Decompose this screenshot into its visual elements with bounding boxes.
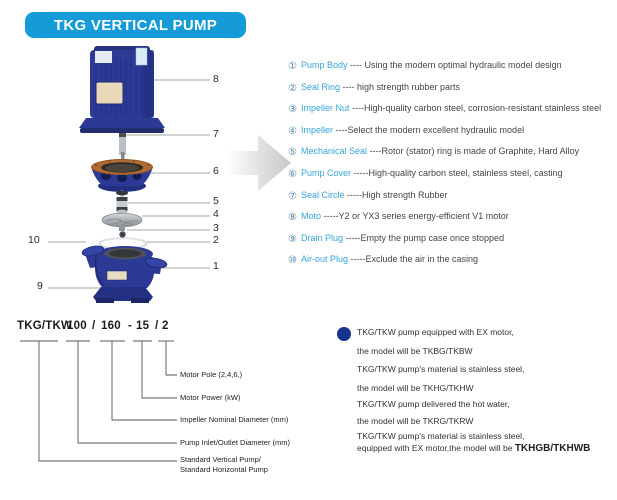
model-separator-slash2: / [155,320,159,332]
legend-motor-pole: Motor Pole (2,4,6,) [180,370,243,379]
legend-motor-power: Motor Power (kW) [180,393,241,402]
part-name: Seal Ring [300,82,340,92]
model-segment-pole: 2 [162,320,169,332]
note-line: TKG/TKW pump equipped with EX motor, [357,327,514,337]
circled-number: ⑥ [288,169,297,180]
model-code-tree [10,336,310,480]
note-line-last [357,443,590,454]
note-line: TKG/TKW pump's material is stainless steel, [357,364,525,374]
list-item [288,233,504,245]
model-separator-dash: - [128,320,133,332]
list-item [288,146,579,158]
part-name: Air-out Plug [300,254,348,264]
callout-1: 1 [213,260,219,272]
list-item [288,168,563,180]
list-item [288,211,509,223]
part-name: Impeller [300,125,333,135]
part-desc: -----High strength Rubber [344,190,448,200]
pump-cover-part [91,159,153,192]
circled-number: ① [288,61,297,72]
callout-6: 6 [213,165,219,177]
part-name: Drain Plug [300,233,343,243]
list-item [288,190,448,202]
legend-standard-horizontal: Standard Horizontal Pump [180,465,268,474]
page-title-banner [25,12,246,38]
circled-number: ⑦ [288,191,297,202]
part-name: Pump Body [300,60,348,70]
note-line: the model will be TKRG/TKRW [357,416,474,426]
part-desc: ----Rotor (stator) ring is made of Graphite, Hard Alloy [367,146,580,156]
legend-impeller-dia: Impeller Nominal Diameter (mm) [180,415,289,424]
pump-exploded-diagram [0,40,300,310]
impeller-nut-part [119,231,125,237]
part-name: Mechanical Seal [300,146,368,156]
part-desc: ----Select the modern excellent hydraulic model [332,125,525,135]
circled-number: ③ [288,104,297,115]
model-segment-power: 15 [136,320,150,332]
callout-2: 2 [213,234,219,246]
part-desc: ---- high strength rubber parts [340,82,461,92]
list-item [288,254,478,266]
part-name: Moto [300,211,321,221]
legend-standard-vertical: Standard Vertical Pump/ [180,455,261,464]
part-name: Pump Cover [300,168,351,178]
circled-number: ④ [288,126,297,137]
pump-body-part [81,244,167,303]
mechanical-seal-part [116,190,128,212]
part-desc: -----Y2 or YX3 series energy-efficient V1 motor [320,211,509,221]
model-segment-inlet: 100 [67,320,87,332]
note-line: the model will be TKBG/TKBW [357,346,473,356]
part-desc: ----High-quality carbon steel, corrosion-resistant stainless steel [349,103,602,113]
callout-7: 7 [213,128,219,140]
model-segment-series: TKG/TKW [17,320,73,332]
callout-3: 3 [213,222,219,234]
circled-number: ⑩ [288,255,297,266]
circled-number: ⑧ [288,212,297,223]
model-segment-impeller: 160 [101,320,121,332]
callout-5: 5 [213,195,219,207]
note-line: the model will be TKHG/TKHW [357,383,474,393]
model-separator-slash1: / [92,320,96,332]
list-item [288,125,524,137]
big-arrow-icon [228,135,291,191]
list-item [288,82,460,94]
note-last-model: TKHGB/TKHWB [514,443,591,454]
bullet-dot-icon [337,327,351,341]
circled-number: ② [288,83,297,94]
circled-number: ⑤ [288,147,297,158]
part-desc: -----Empty the pump case once stopped [343,233,505,243]
callout-9: 9 [37,280,43,292]
impeller-part [102,210,142,231]
legend-inlet-outlet: Pump Inlet/Outlet Diameter (mm) [180,438,291,447]
part-desc: ---- Using the modern optimal hydraulic model design [347,60,562,70]
list-item [288,60,562,72]
callout-10: 10 [28,234,40,246]
note-line: TKG/TKW pump delivered the hot water, [357,399,510,409]
part-name: Impeller Nut [300,103,350,113]
motor-part [79,46,165,133]
shaft-part [119,133,126,161]
note-line: TKG/TKW pump's material is stainless steel, [357,431,525,441]
part-name: Seal Circle [300,190,345,200]
parts-list [288,0,616,290]
part-desc: -----Exclude the air in the casing [348,254,479,264]
part-desc: -----High-quality carbon steel, stainless steel, casting [351,168,563,178]
callout-8: 8 [213,73,219,85]
page-title: TKG VERTICAL PUMP [53,16,218,34]
note-last-prefix: equipped with EX motor,the model will be [357,443,515,453]
circled-number: ⑨ [288,234,297,245]
list-item [288,103,601,115]
callout-4: 4 [213,208,219,220]
